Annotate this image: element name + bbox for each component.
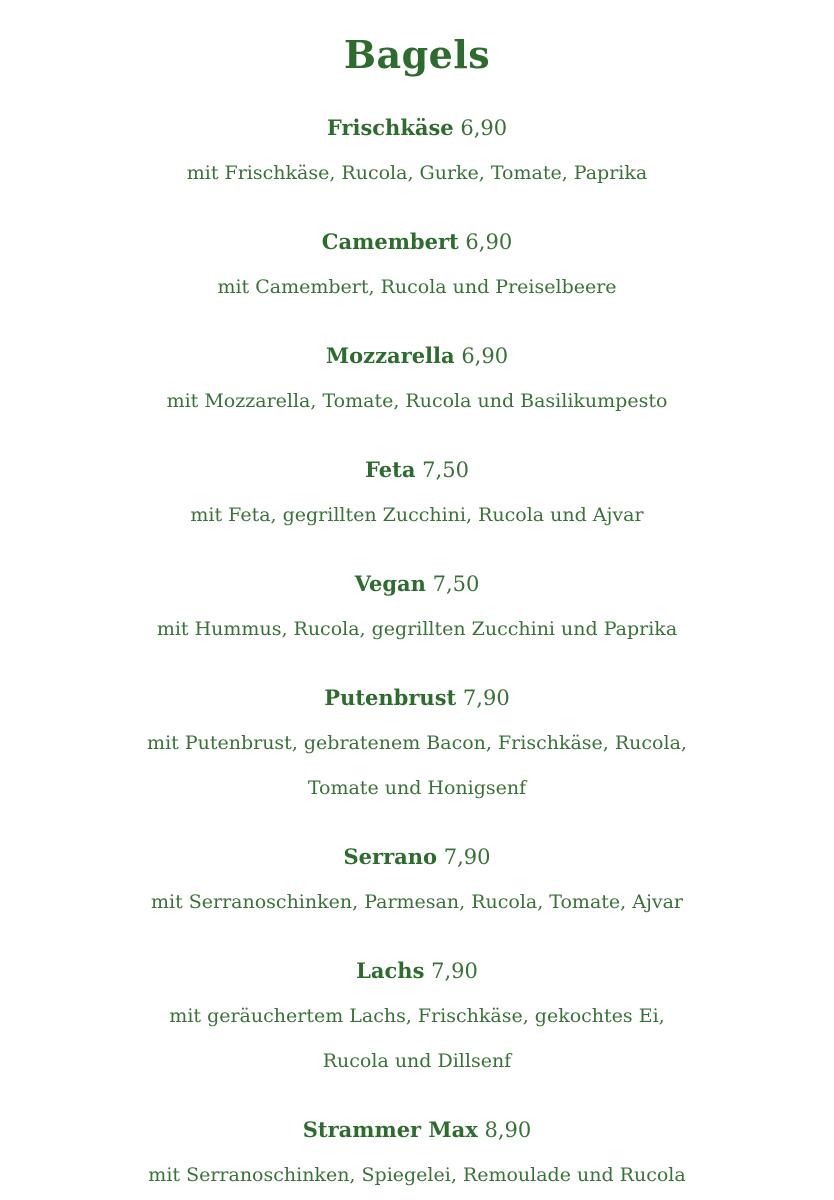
menu-item-header [0, 227, 834, 257]
menu-item-description [0, 1001, 834, 1076]
menu-item-header [0, 1115, 834, 1145]
menu-item-header [0, 956, 834, 986]
menu-item-description-line: Tomate und Honigsenf [307, 777, 527, 799]
menu-item-lachs [0, 956, 834, 1076]
menu-item-name: Feta [365, 457, 416, 482]
menu-item-description [0, 614, 834, 644]
menu-item-mozzarella [0, 341, 834, 416]
menu-item-header [0, 341, 834, 371]
menu-item-description-line: mit Frischkäse, Rucola, Gurke, Tomate, Paprika [186, 162, 648, 184]
menu-item-header [0, 842, 834, 872]
menu-item-camembert [0, 227, 834, 302]
menu-item-name: Camembert [321, 229, 459, 254]
menu-item-serrano [0, 842, 834, 917]
menu-item-price: 7,90 [462, 686, 510, 710]
menu-item-description-line: mit Serranoschinken, Parmesan, Rucola, Tomate, Ajvar [150, 891, 683, 913]
menu-item-putenbrust [0, 683, 834, 803]
menu-item-header [0, 569, 834, 599]
menu-item-price: 7,50 [422, 458, 469, 482]
menu-item-description [0, 500, 834, 530]
menu-item-description-line: mit Camembert, Rucola und Preiselbeere [217, 276, 617, 298]
menu-item-description [0, 887, 834, 917]
menu-item-header [0, 113, 834, 143]
menu-item-description-line: mit Serranoschinken, Spiegelei, Remoulade und Rucola [148, 1164, 686, 1186]
menu-title: Bagels [343, 32, 491, 77]
menu-item-description-line: mit Putenbrust, gebratenem Bacon, Frischkäse, Rucola, [147, 732, 687, 754]
menu-item-price: 6,90 [461, 344, 509, 368]
menu-item-description-line: mit Hummus, Rucola, gegrillten Zucchini und Paprika [156, 618, 678, 640]
menu-item-name: Vegan [354, 571, 426, 596]
menu-item-strammer-max [0, 1115, 834, 1190]
menu-item-header [0, 683, 834, 713]
menu-item-name: Lachs [356, 958, 425, 983]
menu-item-name: Frischkäse [326, 115, 454, 140]
menu-item-description [0, 1160, 834, 1190]
menu-item-header [0, 455, 834, 485]
menu-item-description [0, 386, 834, 416]
menu-item-description [0, 158, 834, 188]
menu-item-name: Serrano [343, 844, 438, 869]
menu-item-name: Putenbrust [324, 685, 457, 710]
menu-item-vegan [0, 569, 834, 644]
menu-item-name: Strammer Max [302, 1117, 478, 1142]
menu-item-price: 7,90 [443, 845, 491, 869]
menu-item-description [0, 728, 834, 803]
menu-item-description [0, 272, 834, 302]
menu-item-name: Mozzarella [325, 343, 455, 368]
menu-item-price: 7,50 [432, 572, 480, 596]
menu-item-frischkaese [0, 113, 834, 188]
menu-item-price: 6,90 [460, 116, 508, 140]
menu-item-description-line: mit Mozzarella, Tomate, Rucola und Basilikumpesto [166, 390, 668, 412]
menu-item-description-line: mit geräuchertem Lachs, Frischkäse, gekochtes Ei, [169, 1005, 665, 1027]
menu-item-description-line: mit Feta, gegrillten Zucchini, Rucola und Ajvar [190, 504, 644, 526]
menu-item-price: 8,90 [484, 1118, 532, 1142]
menu-item-price: 7,90 [431, 959, 478, 983]
menu-item-price: 6,90 [465, 230, 513, 254]
menu-item-feta [0, 455, 834, 530]
menu-item-description-line: Rucola und Dillsenf [322, 1050, 512, 1072]
